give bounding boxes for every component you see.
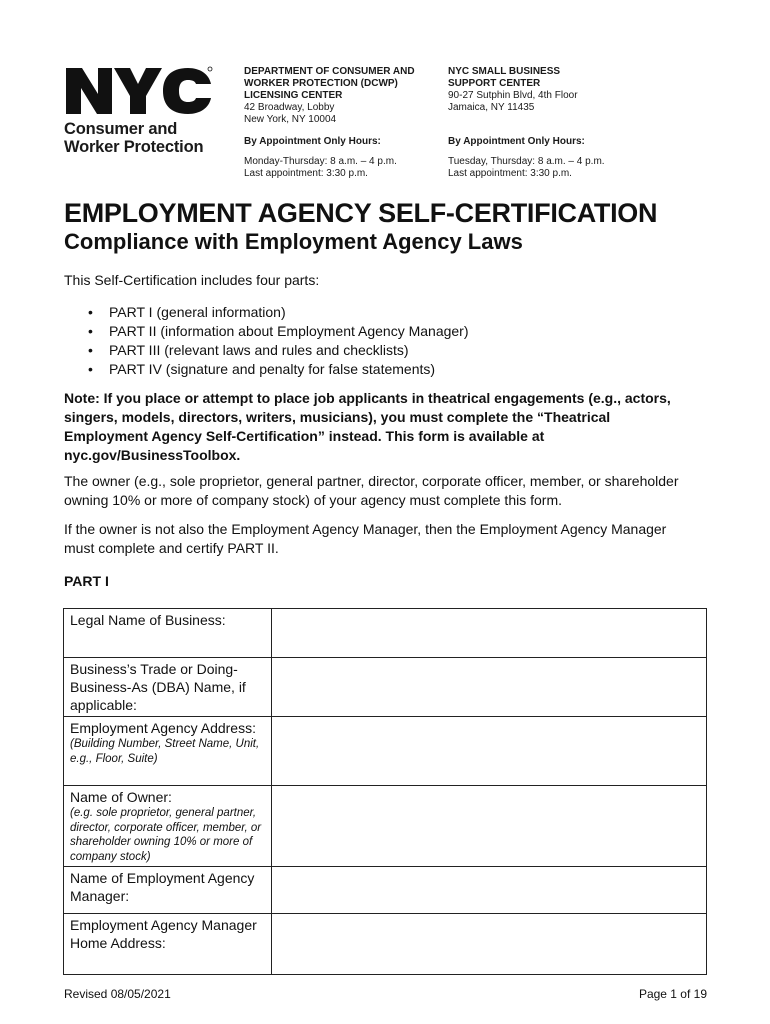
page-number: Page 1 of 19 xyxy=(638,987,707,1001)
manager-home-address-field[interactable] xyxy=(272,914,707,975)
part-heading: PART I xyxy=(64,573,109,589)
table-row xyxy=(64,658,707,717)
office-name-line: DEPARTMENT OF CONSUMER AND xyxy=(244,66,415,77)
field-label: Name of Owner: (e.g. sole proprietor, general partner, director, corporate officer, member, or shareholder owning 10% or more of company stock) xyxy=(64,786,272,867)
list-item: • PART I (general information) xyxy=(88,304,286,320)
list-item: • PART IV (signature and penalty for false statements) xyxy=(88,361,436,377)
intro-text: This Self-Certification includes four parts: xyxy=(64,272,320,288)
table-row xyxy=(64,914,707,975)
table-row xyxy=(64,786,707,867)
hours-line: Tuesday, Thursday: 8 a.m. – 4 p.m. xyxy=(448,156,605,167)
office-address-line: 90-27 Sutphin Blvd, 4th Floor xyxy=(448,90,578,101)
bullet-icon: • xyxy=(88,304,93,320)
legal-name-field[interactable] xyxy=(272,609,707,658)
field-label: Business’s Trade or Doing-Business-As (DBA) Name, if applicable: xyxy=(64,658,272,717)
office-address-line: 42 Broadway, Lobby xyxy=(244,102,335,113)
office-name-line: SUPPORT CENTER xyxy=(448,78,541,89)
list-item: • PART II (information about Employment Agency Manager) xyxy=(88,323,469,339)
hours-heading: By Appointment Only Hours: xyxy=(448,136,585,147)
owner-name-field[interactable] xyxy=(272,786,707,867)
office-name-line: NYC SMALL BUSINESS xyxy=(448,66,561,77)
field-label: Employment Agency Address: (Building Number, Street Name, Unit, e.g., Floor, Suite) xyxy=(64,717,272,786)
logo-line-1: Consumer and xyxy=(64,120,178,138)
manager-paragraph: If the owner is not also the Employment Agency Manager, then the Employment Agency Manager must complete and certify PART II. xyxy=(64,521,667,556)
nyc-wordmark-icon xyxy=(64,66,214,116)
part-one-form-table xyxy=(63,608,707,975)
hours-line: Last appointment: 3:30 p.m. xyxy=(244,168,368,179)
bullet-icon: • xyxy=(88,323,93,339)
field-label: Legal Name of Business: xyxy=(64,609,272,658)
agency-address-field[interactable] xyxy=(272,717,707,786)
page-subtitle: Compliance with Employment Agency Laws xyxy=(64,229,523,254)
dba-name-field[interactable] xyxy=(272,658,707,717)
list-item: • PART III (relevant laws and rules and checklists) xyxy=(88,342,409,358)
table-row xyxy=(64,717,707,786)
nyc-logo xyxy=(64,66,216,156)
office-name-line: WORKER PROTECTION (DCWP) xyxy=(244,78,398,89)
owner-paragraph: The owner (e.g., sole proprietor, general partner, director, corporate officer, member, or shareholder owning 10% or more of company stock) of your agency must complete this form. xyxy=(64,473,679,508)
office-sbs xyxy=(448,66,638,180)
field-hint: (Building Number, Street Name, Unit, e.g., Floor, Suite) xyxy=(70,738,260,765)
field-label: Name of Employment Agency Manager: xyxy=(64,867,272,914)
hours-heading: By Appointment Only Hours: xyxy=(244,136,381,147)
office-address-line: New York, NY 10004 xyxy=(244,114,337,125)
office-dcwp xyxy=(244,66,434,180)
manager-name-field[interactable] xyxy=(272,867,707,914)
parts-list xyxy=(88,303,469,379)
page-title: EMPLOYMENT AGENCY SELF-CERTIFICATION xyxy=(64,198,658,228)
bullet-icon: • xyxy=(88,342,93,358)
field-label: Employment Agency Manager Home Address: xyxy=(64,914,272,975)
revised-date: Revised 08/05/2021 xyxy=(64,987,171,1001)
bullet-icon: • xyxy=(88,361,93,377)
field-hint: (e.g. sole proprietor, general partner, director, corporate officer, member, or shareholder owning 10% or more of company stock) xyxy=(70,807,262,863)
logo-line-2: Worker Protection xyxy=(64,138,204,156)
table-row xyxy=(64,609,707,658)
theatrical-note: Note: If you place or attempt to place job applicants in theatrical engagements (e.g., actors, singers, models, directors, writers, musicians), you must complete the “Theatrical Employment Agency Self-Certification” instead. This form is available at nyc.gov/BusinessToolbox. xyxy=(64,390,671,463)
hours-line: Last appointment: 3:30 p.m. xyxy=(448,168,572,179)
hours-line: Monday-Thursday: 8 a.m. – 4 p.m. xyxy=(244,156,397,167)
office-address-line: Jamaica, NY 11435 xyxy=(448,102,535,113)
office-name-line: LICENSING CENTER xyxy=(244,90,343,101)
table-row xyxy=(64,867,707,914)
